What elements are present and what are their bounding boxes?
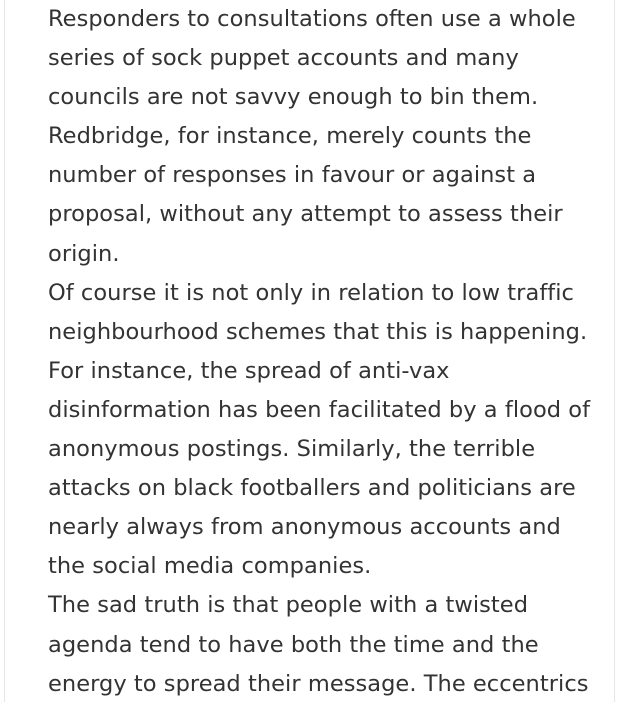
paragraph-2	[48, 274, 608, 587]
content-border-right	[614, 0, 615, 702]
paragraph-1	[48, 0, 608, 274]
paragraph-3	[48, 586, 608, 702]
text-line: attacks on black footballers and politicians are	[48, 475, 576, 502]
text-line: neighbourhood schemes that this is happening.	[48, 318, 588, 345]
text-line: disinformation has been facilitated by a flood of	[48, 396, 591, 423]
text-line: Responders to consultations often use a whole	[48, 6, 576, 32]
text-line: series of sock puppet accounts and many	[48, 45, 519, 72]
text-line: number of responses in favour or against a	[48, 162, 537, 189]
text-line: energy to spread their message. The eccentrics	[48, 670, 589, 697]
text-line: Of course it is not only in relation to low traffic	[48, 279, 574, 306]
text-line: Redbridge, for instance, merely counts the	[48, 123, 532, 150]
text-line: agenda tend to have both the time and the	[48, 631, 539, 658]
text-line: For instance, the spread of anti-vax	[48, 357, 450, 384]
text-line: anonymous postings. Similarly, the terrible	[48, 436, 536, 463]
text-line: councils are not savvy enough to bin them.	[48, 84, 539, 111]
text-line: origin.	[48, 240, 120, 267]
article-body	[48, 0, 608, 702]
text-line: The sad truth is that people with a twisted	[48, 592, 529, 619]
text-line: nearly always from anonymous accounts and	[48, 514, 561, 541]
content-border-left	[4, 0, 5, 702]
text-line: proposal, without any attempt to assess their	[48, 201, 563, 228]
text-line: the social media companies.	[48, 553, 372, 580]
